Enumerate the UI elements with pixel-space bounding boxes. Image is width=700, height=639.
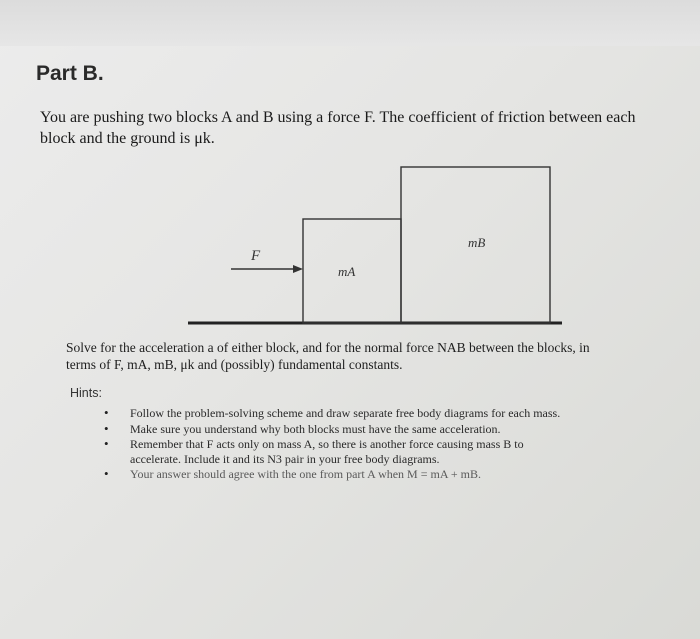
bullet-icon: •	[104, 466, 109, 481]
part-title: Part B.	[36, 62, 104, 85]
hint-text	[130, 406, 690, 421]
hints-heading: Hints:	[70, 386, 102, 400]
hint-line: Your answer should agree with the one from part A when M = mA + mB.	[130, 467, 481, 481]
hint-line: accelerate. Include it and its N3 pair in your free body diagrams.	[130, 451, 440, 466]
force-label: F	[251, 248, 261, 264]
solve-line-2: terms of F, mA, mB, μk and (possibly) fundamental constants.	[66, 357, 403, 372]
hint-item	[100, 467, 690, 482]
hint-item	[100, 437, 690, 466]
hint-text	[130, 437, 690, 466]
bullet-icon: •	[104, 436, 109, 451]
block-b-label: mB	[468, 235, 486, 250]
hints-list	[100, 406, 690, 483]
block-a-label: mA	[338, 264, 356, 279]
solve-instructions	[66, 339, 686, 373]
hint-text	[130, 467, 690, 482]
problem-line-2: block and the ground is μk.	[40, 130, 215, 147]
problem-line-1: You are pushing two blocks A and B using a force F. The coefficient of friction between each	[40, 109, 636, 126]
hint-text	[130, 422, 690, 437]
solve-line-1: Solve for the acceleration a of either block, and for the normal force NAB between the blocks, in	[66, 340, 590, 355]
hint-line: Remember that F acts only on mass A, so there is another force causing mass B to	[130, 437, 524, 451]
hint-item	[100, 406, 690, 421]
bullet-icon: •	[104, 420, 109, 436]
hint-line: Make sure you understand why both blocks must have the same acceleration.	[130, 421, 501, 436]
force-arrowhead	[293, 265, 303, 273]
bullet-icon: •	[104, 405, 109, 420]
hint-line: Follow the problem-solving scheme and draw separate free body diagrams for each mass.	[130, 406, 561, 420]
hint-item	[100, 422, 690, 437]
